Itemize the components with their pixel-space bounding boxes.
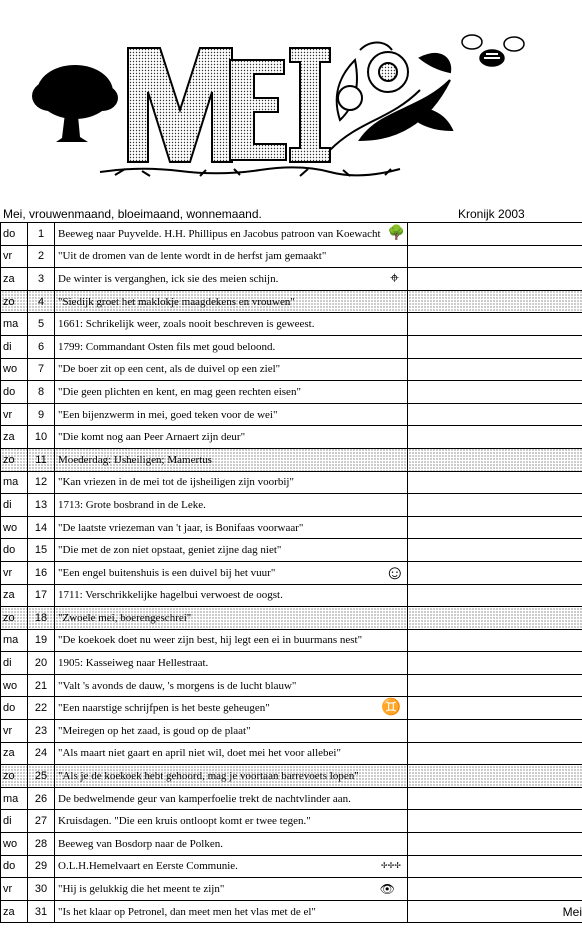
table-row [1,607,582,630]
day-number-cell: 27 [28,810,55,833]
entry-text: "Een naarstige schrijfpen is het beste geheugen" [58,702,270,715]
bee-icon [462,35,524,66]
notes-cell [408,674,582,697]
entry-cell [55,381,408,404]
table-row [1,674,582,697]
notes-cell [408,855,582,878]
notes-cell [408,358,582,381]
entry-cell [55,245,408,268]
eye-icon: 👁 [379,882,395,897]
day-number-cell: 24 [28,742,55,765]
weekday-cell: do [1,855,28,878]
entry-cell [55,290,408,313]
entry-cell [55,358,408,381]
table-row [1,765,582,788]
entry-cell [55,313,408,336]
weekday-cell: za [1,426,28,449]
day-number-cell: 26 [28,787,55,810]
notes-cell [408,720,582,743]
entry-cell [55,765,408,788]
weekday-cell: do [1,697,28,720]
entry-cell [55,403,408,426]
entry-cell [55,652,408,675]
ground-line [100,167,400,176]
day-number-cell: 21 [28,674,55,697]
entry-text: Moederdag: IJsheiligen; Mamertus [58,453,212,466]
entry-text: "Zwoele mei, boerengeschrei" [58,611,192,624]
day-number-cell: 30 [28,878,55,901]
table-row [1,268,582,291]
table-row [1,335,582,358]
weekday-cell: wo [1,674,28,697]
day-number-cell: 6 [28,335,55,358]
day-number-cell: 14 [28,516,55,539]
entry-text: O.L.H.Hemelvaart en Eerste Communie. [58,860,238,873]
day-number-cell: 31 [28,900,55,923]
table-row [1,697,582,720]
weekday-cell: ma [1,629,28,652]
day-number-cell: 10 [28,426,55,449]
weekday-cell: za [1,268,28,291]
entry-text: "De koekoek doet nu weer zijn best, hij legt een ei in buurmans nest" [58,634,363,647]
day-number-cell: 20 [28,652,55,675]
day-number-cell: 18 [28,607,55,630]
table-row [1,584,582,607]
day-number-cell: 3 [28,268,55,291]
weekday-cell: zo [1,290,28,313]
day-number-cell: 28 [28,833,55,856]
weekday-cell: ma [1,787,28,810]
entry-text: 1799: Commandant Osten fils met goud beloond. [58,340,276,353]
entry-cell [55,878,408,901]
entry-text: "Kan vriezen in de mei tot de ijsheiligen zijn voorbij" [58,476,294,489]
entry-text: "Een engel buitenshuis is een duivel bij het vuur" [58,566,276,579]
entry-text: "De laatste vriezeman van 't jaar, is Bonifaas voorwaar" [58,521,304,534]
notes-cell [408,448,582,471]
entry-text: 1711: Verschrikkelijke hagelbui verwoest de oogst. [58,589,283,602]
notes-cell [408,810,582,833]
day-number-cell: 13 [28,494,55,517]
entry-text: "Hij is gelukkig die het meent te zijn" [58,883,225,896]
table-row [1,313,582,336]
entry-cell [55,268,408,291]
weekday-cell: di [1,810,28,833]
day-number-cell: 9 [28,403,55,426]
notes-cell [408,268,582,291]
entry-text: Kruisdagen. "Die een kruis ontloopt komt er twee tegen." [58,815,311,828]
weekday-cell: wo [1,358,28,381]
day-number-cell: 1 [28,223,55,246]
notes-cell [408,697,582,720]
notes-cell [408,539,582,562]
weekday-cell: zo [1,607,28,630]
flower-icon [330,43,452,151]
entry-text: "Uit de dromen van de lente wordt in de herfst jam gemaakt" [58,250,327,263]
entry-cell [55,629,408,652]
entry-cell [55,742,408,765]
day-number-cell: 16 [28,561,55,584]
weekday-cell: vr [1,878,28,901]
table-row [1,810,582,833]
day-number-cell: 4 [28,290,55,313]
entry-cell [55,810,408,833]
entry-text: Beeweg naar Puyvelde. H.H. Phillipus en Jacobus patroon van Koewacht [58,227,381,240]
notes-cell [408,290,582,313]
notes-cell [408,403,582,426]
footer-month-label: Mei [562,904,582,919]
smiley-icon: ☺ [384,561,405,584]
weekday-cell: za [1,900,28,923]
calendar-table [0,222,582,923]
entry-text: "Is het klaar op Petronel, dan meet men het vlas met de el" [58,905,316,918]
entry-text: De bedwelmende geur van kamperfoelie trekt de nachtvlinder aan. [58,792,351,805]
entry-cell [55,674,408,697]
entry-cell [55,448,408,471]
table-row [1,471,582,494]
tree-icon: 🌳 [387,225,405,241]
day-number-cell: 17 [28,584,55,607]
weekday-cell: do [1,539,28,562]
weekday-cell: za [1,742,28,765]
day-number-cell: 2 [28,245,55,268]
entry-cell [55,697,408,720]
notes-cell [408,313,582,336]
table-row [1,855,582,878]
notes-cell [408,765,582,788]
table-row [1,720,582,743]
weekday-cell: za [1,584,28,607]
table-row [1,629,582,652]
entry-text: "Meiregen op het zaad, is goud op de plaat" [58,724,251,737]
table-row [1,878,582,901]
table-row [1,539,582,562]
table-row [1,787,582,810]
entry-cell [55,494,408,517]
weekday-cell: zo [1,448,28,471]
notes-cell [408,607,582,630]
crosshair-icon: ⌖ [389,269,399,287]
weekday-cell: ma [1,313,28,336]
entry-text: "Een bijenzwerm in mei, goed teken voor de wei" [58,408,278,421]
entry-cell [55,335,408,358]
table-row [1,381,582,404]
entry-text: "De boer zit op een cent, als de duivel op een ziel" [58,363,281,376]
entry-cell [55,516,408,539]
entry-text: 1905: Kasseiweg naar Hellestraat. [58,657,209,670]
notes-cell [408,471,582,494]
notes-cell [408,900,582,923]
table-row [1,516,582,539]
day-number-cell: 8 [28,381,55,404]
notes-cell [408,878,582,901]
notes-cell [408,742,582,765]
page-title [128,48,330,162]
weekday-cell: di [1,494,28,517]
day-number-cell: 15 [28,539,55,562]
entry-cell [55,607,408,630]
weekday-cell: di [1,335,28,358]
table-row [1,403,582,426]
notes-cell [408,833,582,856]
weekday-cell: wo [1,833,28,856]
entry-text: "Die met de zon niet opstaat, geniet zijne dag niet" [58,544,282,557]
entry-text: De winter is verganghen, ick sie des meien schijn. [58,272,279,285]
notes-cell [408,426,582,449]
table-row [1,245,582,268]
table-row [1,290,582,313]
entry-text: "Als maart niet gaart en april niet wil, doet mei het voor allebei" [58,747,341,760]
entry-cell [55,584,408,607]
table-row [1,900,582,923]
day-number-cell: 12 [28,471,55,494]
chronicle-year: Kronijk 2003 [458,207,525,221]
month-banner [0,0,582,206]
entry-cell [55,900,408,923]
ascension-icon: ✢✢✢ [380,861,401,871]
entry-text: "Die komt nog aan Peer Arnaert zijn deur" [58,431,246,444]
table-row [1,426,582,449]
table-row [1,448,582,471]
entry-text: Beeweg van Bosdorp naar de Polken. [58,837,223,850]
entry-cell [55,833,408,856]
day-number-cell: 22 [28,697,55,720]
notes-cell [408,561,582,584]
day-number-cell: 5 [28,313,55,336]
table-row [1,494,582,517]
notes-cell [408,381,582,404]
entry-text: 1713: Grote bosbrand in de Leke. [58,498,206,511]
weekday-cell: ma [1,471,28,494]
table-row [1,742,582,765]
notes-cell [408,787,582,810]
day-number-cell: 25 [28,765,55,788]
notes-cell [408,335,582,358]
weekday-cell: zo [1,765,28,788]
notes-cell [408,494,582,517]
entry-cell [55,561,408,584]
tree-icon [32,65,118,142]
notes-cell [408,652,582,675]
entry-text: 1661: Schrikelijk weer, zoals nooit beschreven is geweest. [58,318,315,331]
gemini-icon: ♊ [381,699,401,717]
table-row [1,223,582,246]
table-row [1,833,582,856]
weekday-cell: vr [1,403,28,426]
entry-text: "Als je de koekoek hebt gehoord, mag je voortaan barrevoets lopen" [58,770,359,783]
entry-cell [55,471,408,494]
table-row [1,358,582,381]
table-row [1,652,582,675]
day-number-cell: 29 [28,855,55,878]
entry-cell [55,426,408,449]
entry-text: "Valt 's avonds de dauw, 's morgens is de lucht blauw" [58,679,297,692]
notes-cell [408,629,582,652]
day-number-cell: 23 [28,720,55,743]
entry-text: "Die geen plichten en kent, en mag geen rechten eisen" [58,385,301,398]
notes-cell [408,245,582,268]
entry-cell [55,720,408,743]
entry-cell [55,855,408,878]
entry-cell [55,223,408,246]
entry-cell [55,787,408,810]
weekday-cell: wo [1,516,28,539]
entry-cell [55,539,408,562]
table-row [1,561,582,584]
notes-cell [408,584,582,607]
notes-cell [408,516,582,539]
day-number-cell: 7 [28,358,55,381]
day-number-cell: 19 [28,629,55,652]
notes-cell [408,223,582,246]
weekday-cell: vr [1,720,28,743]
weekday-cell: do [1,223,28,246]
month-subtitle: Mei, vrouwenmaand, bloeimaand, wonnemaand. [3,207,262,221]
weekday-cell: do [1,381,28,404]
weekday-cell: vr [1,245,28,268]
weekday-cell: vr [1,561,28,584]
entry-text: "Siedijk groet het maklokje maagdekens en vrouwen" [58,295,295,308]
day-number-cell: 11 [28,448,55,471]
weekday-cell: di [1,652,28,675]
